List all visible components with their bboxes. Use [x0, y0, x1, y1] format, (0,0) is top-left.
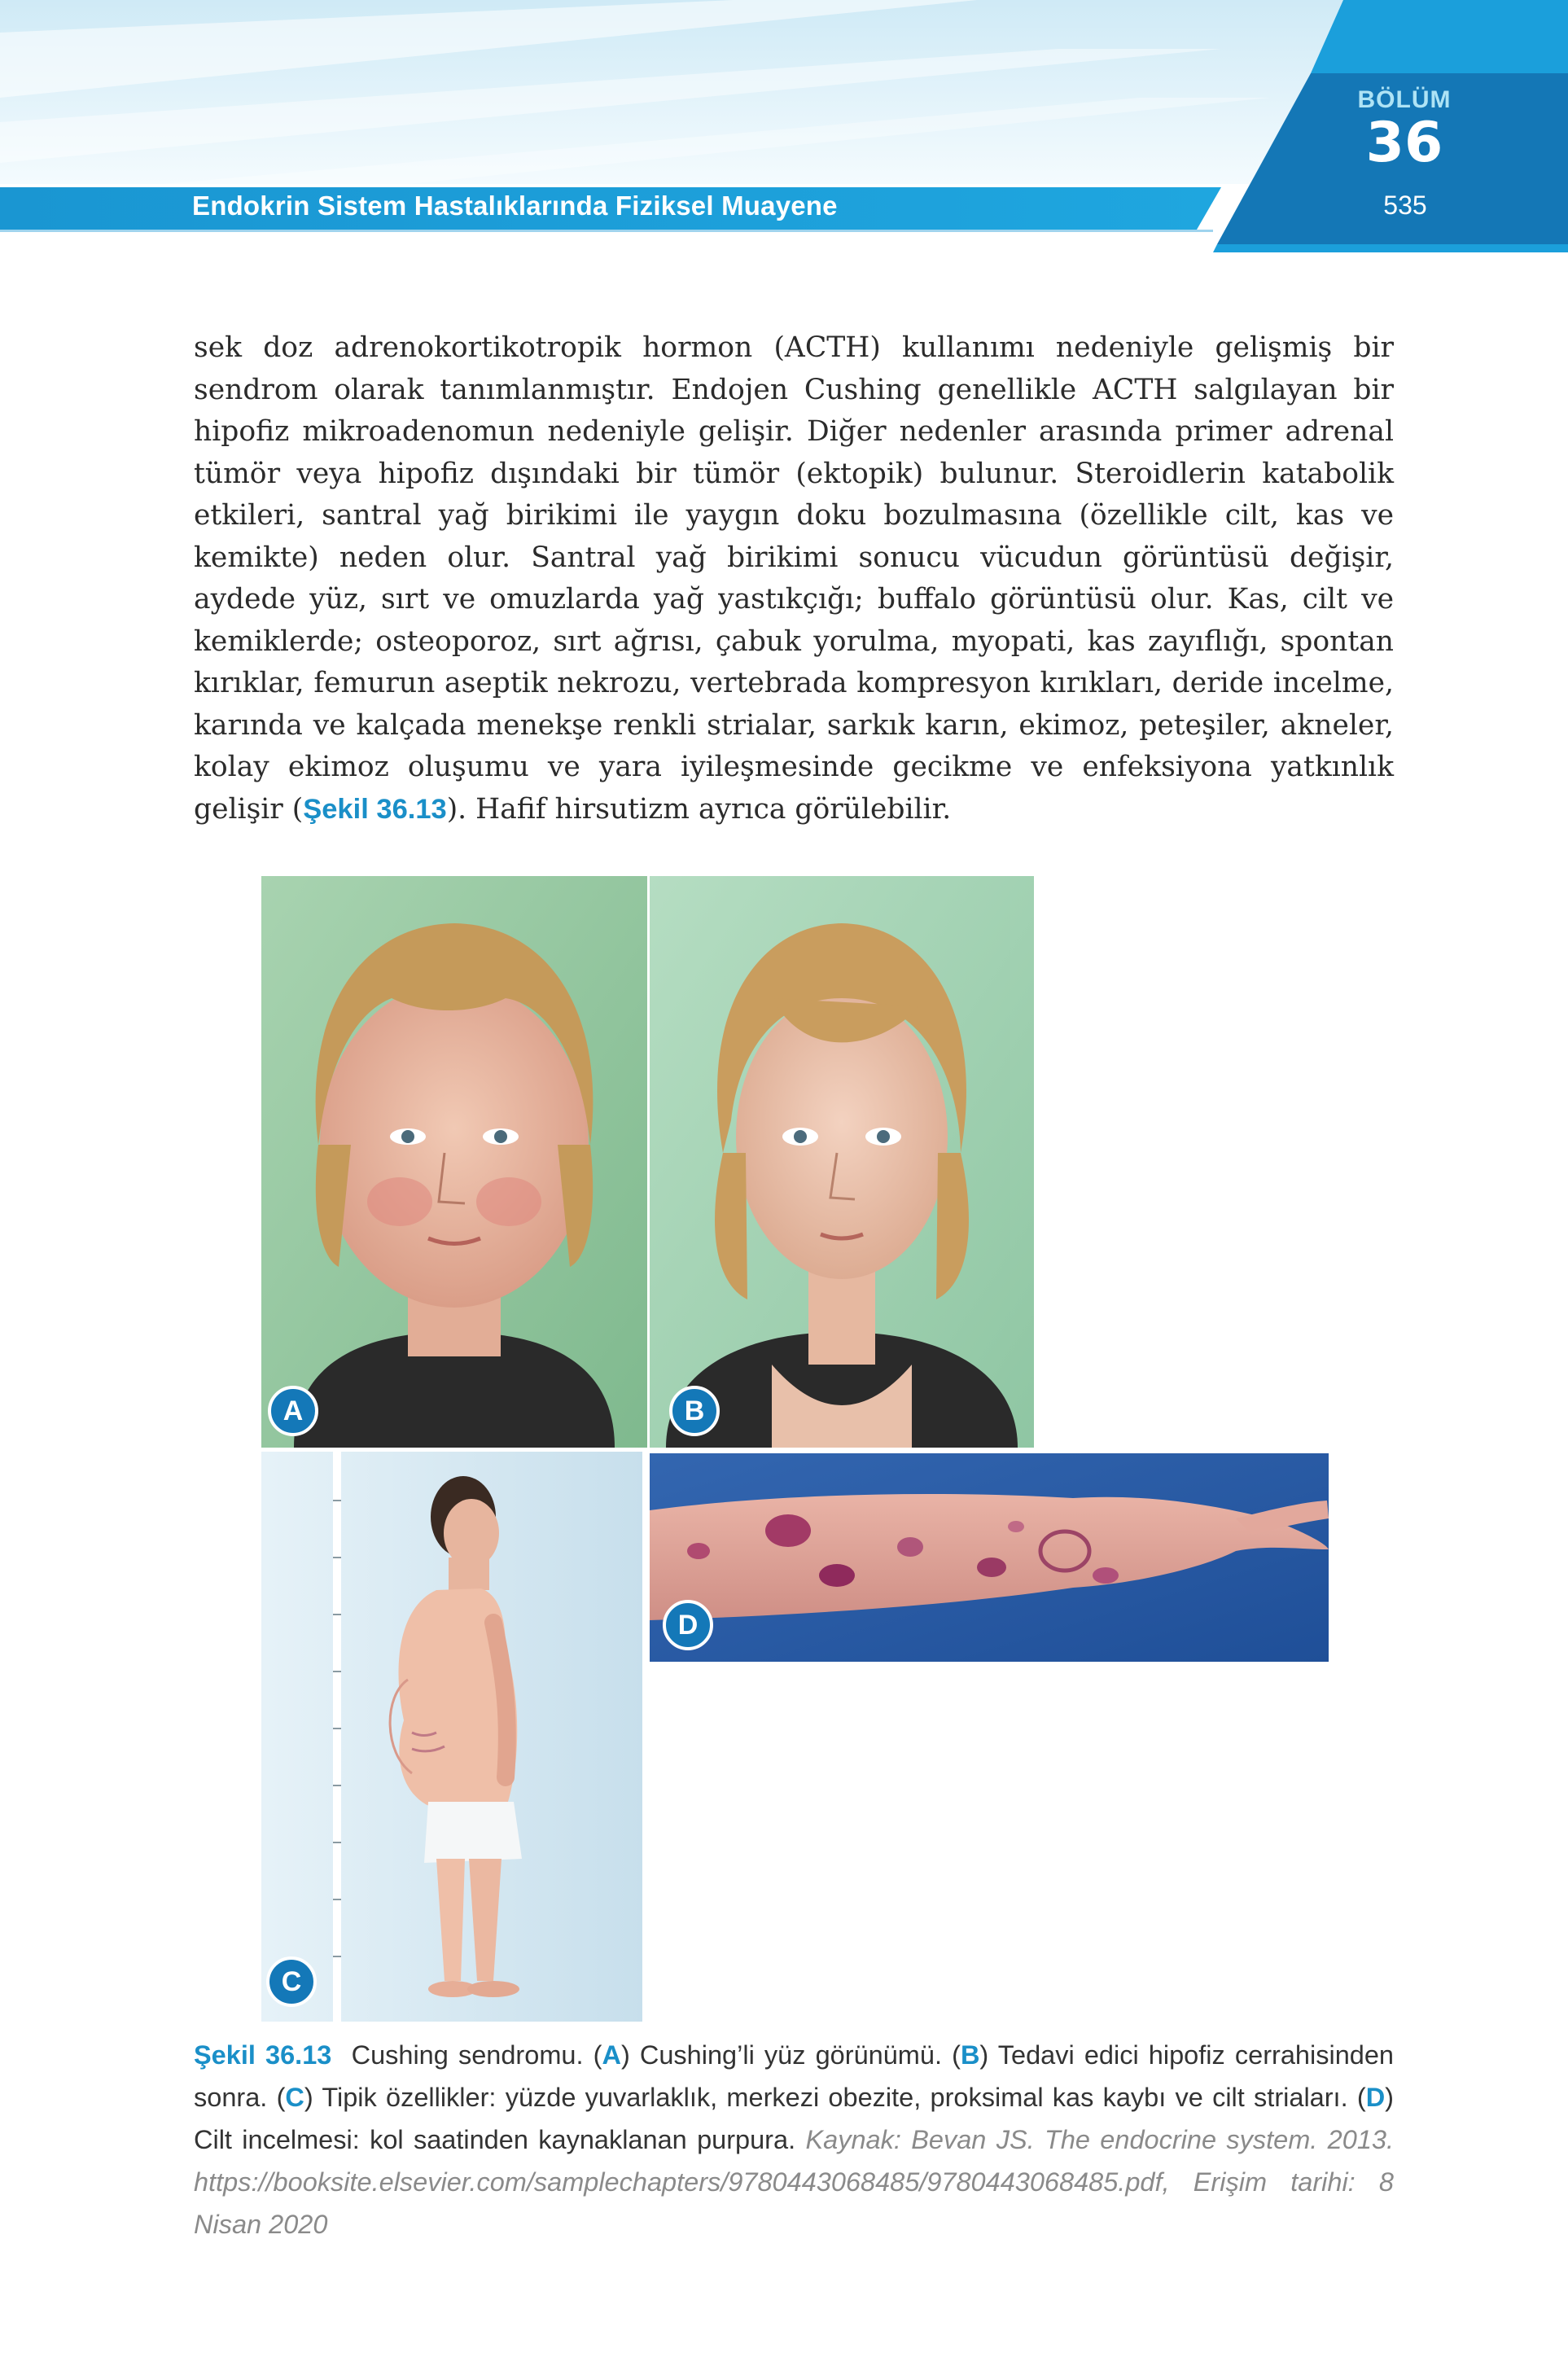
- caption-text-a: ) Cushing’li yüz görünümü. (: [620, 2040, 961, 2070]
- figure-panel-b: [650, 876, 1034, 1448]
- caption-letter-d: D: [1365, 2083, 1386, 2112]
- panel-letter-b: B: [669, 1386, 720, 1436]
- forearm-purpura-photo: [650, 1453, 1329, 1662]
- caption-letter-c: C: [285, 2083, 304, 2112]
- chapter-number: 36: [1365, 111, 1443, 175]
- caption-figure-label: Şekil 36.13: [194, 2040, 332, 2070]
- body-profile-photo: [261, 1452, 642, 2022]
- figure-panel-d: [650, 1453, 1329, 1662]
- panel-letter-d: D: [663, 1600, 713, 1650]
- running-title: Endokrin Sistem Hastalıklarında Fiziksel Muayene: [192, 191, 838, 221]
- body-text: [194, 327, 1394, 830]
- figure-reference-link[interactable]: Şekil 36.13: [303, 793, 447, 825]
- panel-letter-c: C: [266, 1956, 317, 2007]
- figure-panel-a: [261, 876, 647, 1448]
- paragraph-text-end: ). Hafif hirsutizm ayrıca görülebilir.: [446, 792, 952, 826]
- caption-letter-a: A: [602, 2040, 621, 2070]
- body-paragraph: [194, 327, 1394, 830]
- caption-text-b: ) Tedavi edici hipofiz cerrahisinden sonra. (: [194, 2040, 1394, 2112]
- figure-panel-c: [261, 1452, 642, 2022]
- caption-source: Kaynak: Bevan JS. The endocrine system. 2013. https://booksite.elsevier.com/samplechapters/9780443068485/9780443068485.pdf, Erişim tarihi: 8 Nisan 2020: [194, 2125, 1394, 2239]
- paragraph-text: sek doz adrenokortikotropik hormon (ACTH) kullanımı nedeniyle gelişmiş bir sendrom olarak tanımlanmıştır. Endojen Cushing genellikle ACTH salgılayan bir hipofiz mikroadenomun nedeniyle gelişir. Diğer nedenler arasında primer adrenal tümör veya hipofiz dışındaki bir tümör (ektopik) bulunur. Steroidlerin katabolik etkileri, santral yağ birikimi ile yaygın doku bozulmasına (özellikle cilt, kas ve kemikte) neden olur. Santral yağ birikimi sonucu vücudun görüntüsü değişir, aydede yüz, sırt ve omuzlarda yağ yastıkçığı; buffalo görüntüsü olur. Kas, cilt ve kemiklerde; osteoporoz, sırt ağrısı, çabuk yorulma, myopati, kas zayıflığı, spontan kırıklar, femurun aseptik nekrozu, vertebrada kompresyon kırıkları, deride incelme, karında ve kalçada menekşe renkli strialar, sarkık karın, ekimoz, peteşiler, akneler, kolay ekimoz oluşumu ve yara iyileşmesinde gecikme ve enfeksiyona yatkınlık gelişir (: [194, 331, 1394, 826]
- caption-text-d: ) Cilt incelmesi: kol saatinden kaynaklanan purpura.: [194, 2083, 1394, 2154]
- page-header: [0, 0, 1568, 252]
- panel-letter-a: A: [268, 1386, 318, 1436]
- cushing-face-photo: [261, 876, 647, 1448]
- caption-text-c: ) Tipik özellikler: yüzde yuvarlaklık, merkezi obezite, proksimal kas kaybı ve cilt striaları. (: [304, 2083, 1366, 2112]
- figure-caption: [194, 2034, 1394, 2246]
- chapter-label: BÖLÜM: [1357, 86, 1452, 113]
- page-number: 535: [1383, 191, 1427, 220]
- caption-letter-b: B: [960, 2040, 980, 2070]
- caption-intro: Cushing sendromu. (: [351, 2040, 602, 2070]
- post-surgery-face-photo: [650, 876, 1034, 1448]
